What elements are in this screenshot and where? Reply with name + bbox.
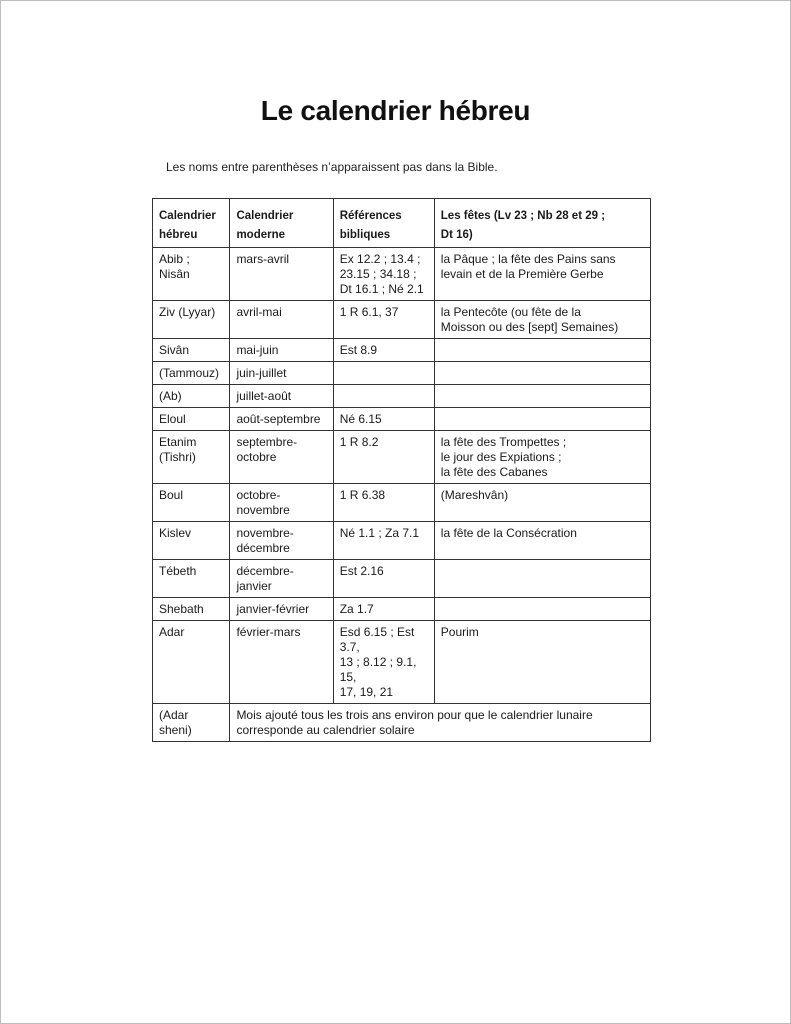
table-row: [153, 560, 651, 598]
header-modern-calendar: Calendrier moderne: [230, 199, 333, 248]
table-row: [153, 522, 651, 560]
table-row: [153, 362, 651, 385]
table-row: [153, 408, 651, 431]
cell-feasts: Pourim: [434, 621, 650, 704]
cell-biblical-references: [333, 385, 434, 408]
table-row: [153, 339, 651, 362]
table-row: [153, 301, 651, 339]
header-biblical-references: Références bibliques: [333, 199, 434, 248]
cell-hebrew-month: Boul: [153, 484, 230, 522]
cell-modern-month: décembre- janvier: [230, 560, 333, 598]
cell-modern-month: janvier-février: [230, 598, 333, 621]
cell-biblical-references: Est 8.9: [333, 339, 434, 362]
cell-feasts: [434, 598, 650, 621]
calendar-table: [152, 198, 651, 742]
cell-adar-sheni-note: Mois ajouté tous les trois ans environ pour que le calendrier lunaire corresponde au calendrier solaire: [230, 704, 651, 742]
cell-modern-month: avril-mai: [230, 301, 333, 339]
cell-modern-month: septembre- octobre: [230, 431, 333, 484]
cell-feasts: [434, 339, 650, 362]
cell-hebrew-month: (Tammouz): [153, 362, 230, 385]
cell-feasts: [434, 362, 650, 385]
cell-feasts: la Pâque ; la fête des Pains sans levain et de la Première Gerbe: [434, 248, 650, 301]
cell-feasts: la fête des Trompettes ; le jour des Expiations ; la fête des Cabanes: [434, 431, 650, 484]
cell-modern-month: novembre- décembre: [230, 522, 333, 560]
cell-hebrew-month: Kislev: [153, 522, 230, 560]
cell-feasts: [434, 408, 650, 431]
table-row: [153, 621, 651, 704]
table-row: [153, 598, 651, 621]
cell-modern-month: mai-juin: [230, 339, 333, 362]
cell-hebrew-month: (Adar sheni): [153, 704, 230, 742]
cell-modern-month: juillet-août: [230, 385, 333, 408]
cell-modern-month: août-septembre: [230, 408, 333, 431]
cell-feasts: [434, 385, 650, 408]
cell-modern-month: mars-avril: [230, 248, 333, 301]
cell-modern-month: octobre- novembre: [230, 484, 333, 522]
table-row: [153, 484, 651, 522]
cell-hebrew-month: Adar: [153, 621, 230, 704]
cell-modern-month: juin-juillet: [230, 362, 333, 385]
cell-feasts: [434, 560, 650, 598]
cell-biblical-references: Ex 12.2 ; 13.4 ; 23.15 ; 34.18 ; Dt 16.1 ; Né 2.1: [333, 248, 434, 301]
header-hebrew-calendar: Calendrier hébreu: [153, 199, 230, 248]
calendar-table-body: [153, 248, 651, 704]
cell-hebrew-month: Eloul: [153, 408, 230, 431]
table-header-row: [153, 199, 651, 248]
cell-biblical-references: Né 1.1 ; Za 7.1: [333, 522, 434, 560]
page-title: Le calendrier hébreu: [260, 95, 531, 126]
table-row: [153, 248, 651, 301]
cell-feasts: (Mareshvân): [434, 484, 650, 522]
header-feasts: Les fêtes (Lv 23 ; Nb 28 et 29 ; Dt 16): [434, 199, 650, 248]
cell-biblical-references: 1 R 6.1, 37: [333, 301, 434, 339]
cell-biblical-references: Est 2.16: [333, 560, 434, 598]
table-row: [153, 431, 651, 484]
page-note: Les noms entre parenthèses n’apparaissent pas dans la Bible.: [166, 160, 498, 174]
cell-biblical-references: Za 1.7: [333, 598, 434, 621]
cell-hebrew-month: Sivân: [153, 339, 230, 362]
cell-hebrew-month: Ziv (Lyyar): [153, 301, 230, 339]
cell-feasts: la fête de la Consécration: [434, 522, 650, 560]
table-row: [153, 385, 651, 408]
cell-biblical-references: Né 6.15: [333, 408, 434, 431]
cell-hebrew-month: Abib ; Nisân: [153, 248, 230, 301]
cell-hebrew-month: (Ab): [153, 385, 230, 408]
cell-biblical-references: 1 R 6.38: [333, 484, 434, 522]
cell-biblical-references: 1 R 8.2: [333, 431, 434, 484]
cell-hebrew-month: Shebath: [153, 598, 230, 621]
cell-feasts: la Pentecôte (ou fête de la Moisson ou des [sept] Semaines): [434, 301, 650, 339]
cell-hebrew-month: Tébeth: [153, 560, 230, 598]
cell-hebrew-month: Etanim (Tishri): [153, 431, 230, 484]
cell-biblical-references: Esd 6.15 ; Est 3.7, 13 ; 8.12 ; 9.1, 15, 17, 19, 21: [333, 621, 434, 704]
table-row-adar-sheni: [153, 704, 651, 742]
cell-modern-month: février-mars: [230, 621, 333, 704]
cell-biblical-references: [333, 362, 434, 385]
